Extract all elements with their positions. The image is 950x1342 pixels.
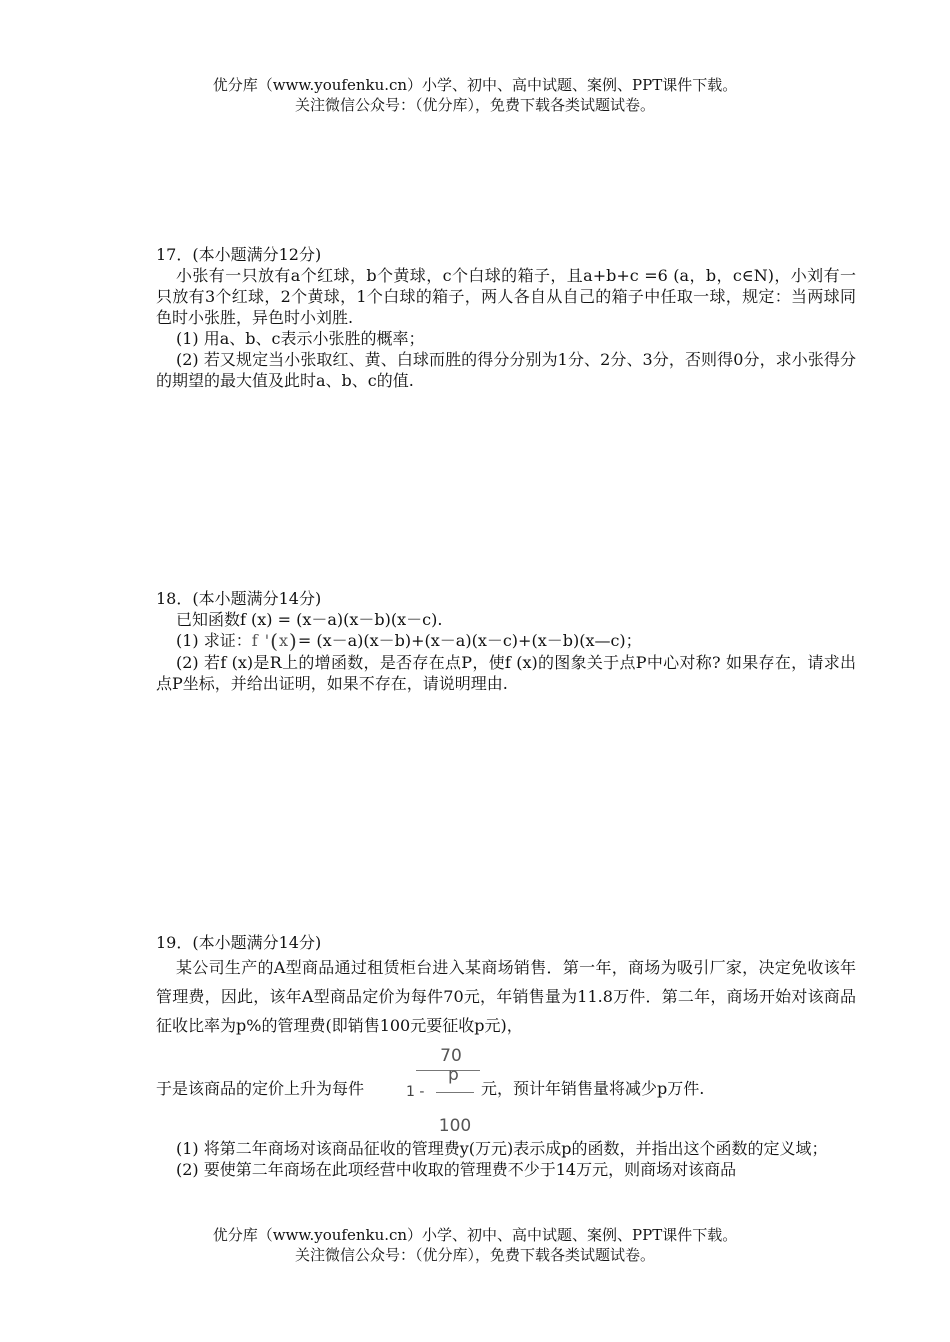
problem-18-question-1 [156,630,856,652]
fraction-inner-numerator: p [448,1065,459,1085]
fraction-numerator: 70 [440,1046,462,1066]
header-line-1: 优分库（www.youfenku.cn）小学、初中、高中试题、案例、PPT课件下载。 [212,76,738,94]
problem-19-question-2: (2) 要使第二年商场在此项经营中收取的管理费不少于14万元，则商场对该商品 [176,1160,737,1179]
footer-line-2: 关注微信公众号：（优分库），免费下载各类试题试卷。 [294,1246,655,1264]
problem-18-title: 18．(本小题满分14分) [156,589,322,608]
problem-18-question-2: (2) 若f (x)是R上的增函数，是否存在点P，使f (x)的图象关于点P中心对称? 如果存在，请求出点P坐标，并给出证明，如果不存在，请说明理由. [156,653,856,693]
price-formula-line [156,1046,856,1138]
problem-17-question-2: (2) 若又规定当小张取红、黄、白球而胜的得分分别为1分、2分、3分，否则得0分，求小张得分的期望的最大值及此时a、b、c的值. [156,350,856,390]
problem-18 [156,588,856,694]
fraction-bar-inner [436,1092,474,1093]
price-formula-lead: 于是该商品的定价上升为每件 [156,1079,365,1098]
page-footer [0,1225,950,1265]
price-fraction [406,1046,480,1138]
fraction-one-minus: 1 - [406,1084,425,1100]
problem-18-q1-rest: = (x－a)(x－b)+(x－a)(x－c)+(x－b)(x—c)； [297,631,642,650]
problem-17 [156,244,856,391]
price-formula-trail: 元，预计年销售量将减少p万件. [481,1079,705,1098]
problem-19-title: 19．(本小题满分14分) [156,933,322,952]
footer-line-1: 优分库（www.youfenku.cn）小学、初中、高中试题、案例、PPT课件下载。 [212,1226,738,1244]
problem-19-stem: 某公司生产的A型商品通过租赁柜台进入某商场销售．第一年，商场为吸引厂家，决定免收该年管理费，因此，该年A型商品定价为每件70元，年销售量为11.8万件．第二年，商场开始对该商品征收比率为p%的管理费(即销售100元要征收p元)， [156,958,856,1035]
problem-18-q1-prefix: (1) 求证： [176,631,252,650]
fraction-inner-denominator: 100 [438,1116,472,1136]
problem-17-question-1: (1) 用a、b、c表示小张胜的概率； [176,329,425,348]
problem-17-title: 17．(本小题满分12分) [156,245,322,264]
page-header [0,75,950,115]
problem-19-question-1: (1) 将第二年商场对该商品征收的管理费y(万元)表示成p的函数，并指出这个函数的定义域； [176,1139,828,1158]
header-line-2: 关注微信公众号：（优分库），免费下载各类试题试卷。 [294,96,655,114]
problem-17-stem: 小张有一只放有a个红球，b个黄球，c个白球的箱子，且a+b+c =6 (a，b，c∈N)，小刘有一只放有3个红球，2个黄球，1个白球的箱子，两人各自从自己的箱子中任取一球，规定：当两球同色时小张胜，异色时小刘胜. [156,266,856,327]
derivative-x: x [278,631,290,650]
problem-18-stem: 已知函数f (x) = (x－a)(x－b)(x－c). [176,610,443,629]
problem-19 [156,932,856,1180]
derivative-f: f ' [251,631,271,650]
derivative-symbol: f '(x) [251,629,298,653]
